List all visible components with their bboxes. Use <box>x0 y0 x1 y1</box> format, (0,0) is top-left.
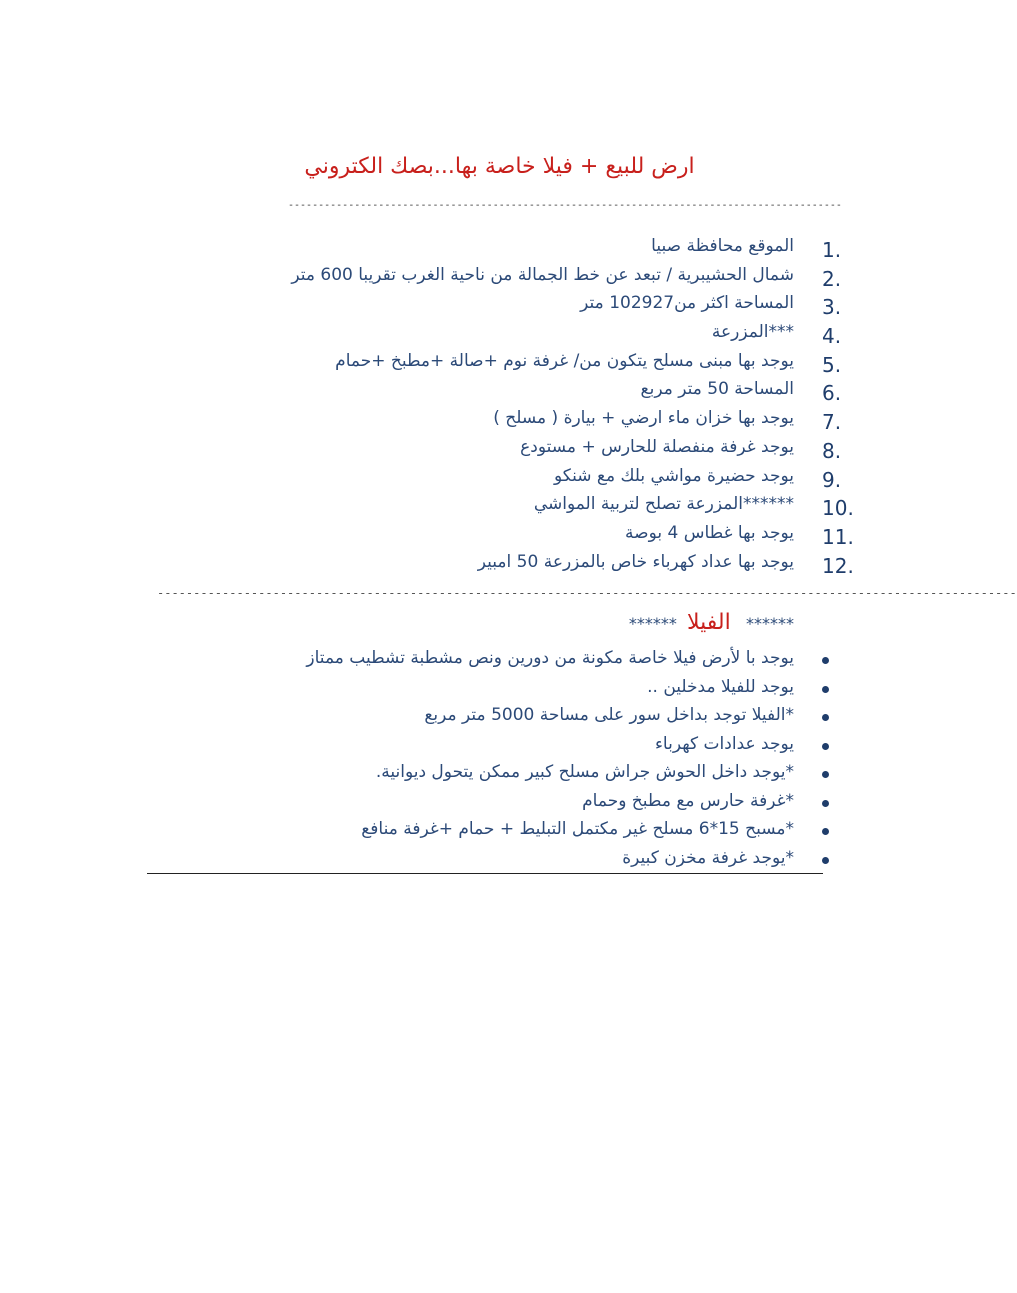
item-text: المساحة 50 متر مربع <box>640 379 794 400</box>
item-number: 6. <box>822 381 842 406</box>
list-item <box>0 791 999 820</box>
item-text: ***المزرعة <box>711 322 794 343</box>
farm-details-list <box>0 236 999 580</box>
list-item <box>0 848 999 877</box>
list-item <box>0 734 999 763</box>
item-number: 7. <box>822 410 842 435</box>
item-text: يوجد غرفة منفصلة للحارس + مستودع <box>520 436 794 457</box>
item-text: الموقع محافظة صبيا <box>651 236 794 256</box>
item-number: 2. <box>822 266 842 291</box>
list-item <box>0 762 999 791</box>
list-item <box>0 819 999 848</box>
item-number: 12. <box>822 553 854 578</box>
item-number: 11. <box>822 524 854 549</box>
item-text: يوجد بها خزان ماء ارضي + بيارة ( مسلح ) <box>493 408 794 429</box>
villa-details-list <box>0 648 999 876</box>
list-item <box>0 236 999 265</box>
bullet-text: *مسبح 15*6 مسلح غير مكتمل التبليط + حمام +غرفة منافع <box>361 819 794 839</box>
bullet-text: *يوجد غرفة مخزن كبيرة <box>622 847 794 868</box>
bullet-icon <box>822 857 829 864</box>
item-number: 8. <box>822 438 842 463</box>
item-text: المساحة اكثر من102927 متر <box>580 293 794 314</box>
bullet-icon <box>822 714 829 721</box>
list-item <box>0 494 999 523</box>
bullet-icon <box>822 800 829 807</box>
bullet-text: يوجد للفيلا مدخلين .. <box>647 676 794 697</box>
heading-stars-left: ****** <box>628 614 677 633</box>
bullet-text: *الفيلا توجد بداخل سور على مساحة 5000 متر مربع <box>424 705 794 725</box>
villa-heading-label: الفيلا <box>687 610 731 635</box>
list-item <box>0 705 999 734</box>
item-text: شمال الحشيبرية / تبعد عن خط الجمالة من ناحية الغرب تقريبا 600 متر <box>291 264 794 285</box>
list-item <box>0 293 999 322</box>
bullet-icon <box>822 743 829 750</box>
bullet-icon <box>822 686 829 693</box>
title-separator: -------------------------------------------------------------------------------------------- <box>288 200 842 211</box>
villa-heading <box>629 610 794 635</box>
item-text: ******المزرعة تصلح لتربية المواشي <box>533 494 794 515</box>
item-number: 10. <box>822 496 854 521</box>
list-item <box>0 437 999 466</box>
list-item <box>0 379 999 408</box>
bullet-text: يوجد عدادات كهرباء <box>654 733 794 754</box>
item-text: يوجد بها مبنى مسلح يتكون من/ غرفة نوم +صالة +مطبخ +حمام <box>335 350 794 371</box>
item-text: يوجد بها عداد كهرباء خاص بالمزرعة 50 امبير <box>477 551 794 572</box>
bullet-icon <box>822 771 829 778</box>
item-number: 1. <box>822 238 842 262</box>
bullet-text: *يوجد داخل الحوش جراش مسلح كبير ممكن يتحول ديوانية. <box>375 762 794 782</box>
bullet-text: يوجد با لأرض فيلا خاصة مكونة من دورين ونص مشطبة تشطيب ممتاز <box>306 648 794 668</box>
list-item <box>0 265 999 294</box>
list-item <box>0 408 999 437</box>
bullet-text: *غرفة حارس مع مطبخ وحمام <box>582 790 794 811</box>
list-item <box>0 523 999 552</box>
list-item <box>0 351 999 380</box>
list-item <box>0 677 999 706</box>
list-item <box>0 466 999 495</box>
bottom-divider <box>147 873 823 874</box>
item-text: يوجد حضيرة مواشي بلك مع شنكو <box>553 465 794 486</box>
item-number: 4. <box>822 324 842 349</box>
list-item <box>0 648 999 677</box>
list-item <box>0 552 999 581</box>
bullet-icon <box>822 828 829 835</box>
heading-stars-right: ****** <box>746 614 794 633</box>
item-number: 5. <box>822 352 842 377</box>
section-separator: ----------------------------------------------------------------------------------------------------------------------- <box>157 586 1017 600</box>
document-title: ارض للبيع + فيلا خاصة بها...بصك الكتروني <box>304 154 695 179</box>
item-number: 3. <box>822 295 842 320</box>
list-item <box>0 322 999 351</box>
bullet-icon <box>822 657 829 664</box>
item-text: يوجد بها غطاس 4 بوصة <box>625 522 794 543</box>
item-number: 9. <box>822 467 842 492</box>
